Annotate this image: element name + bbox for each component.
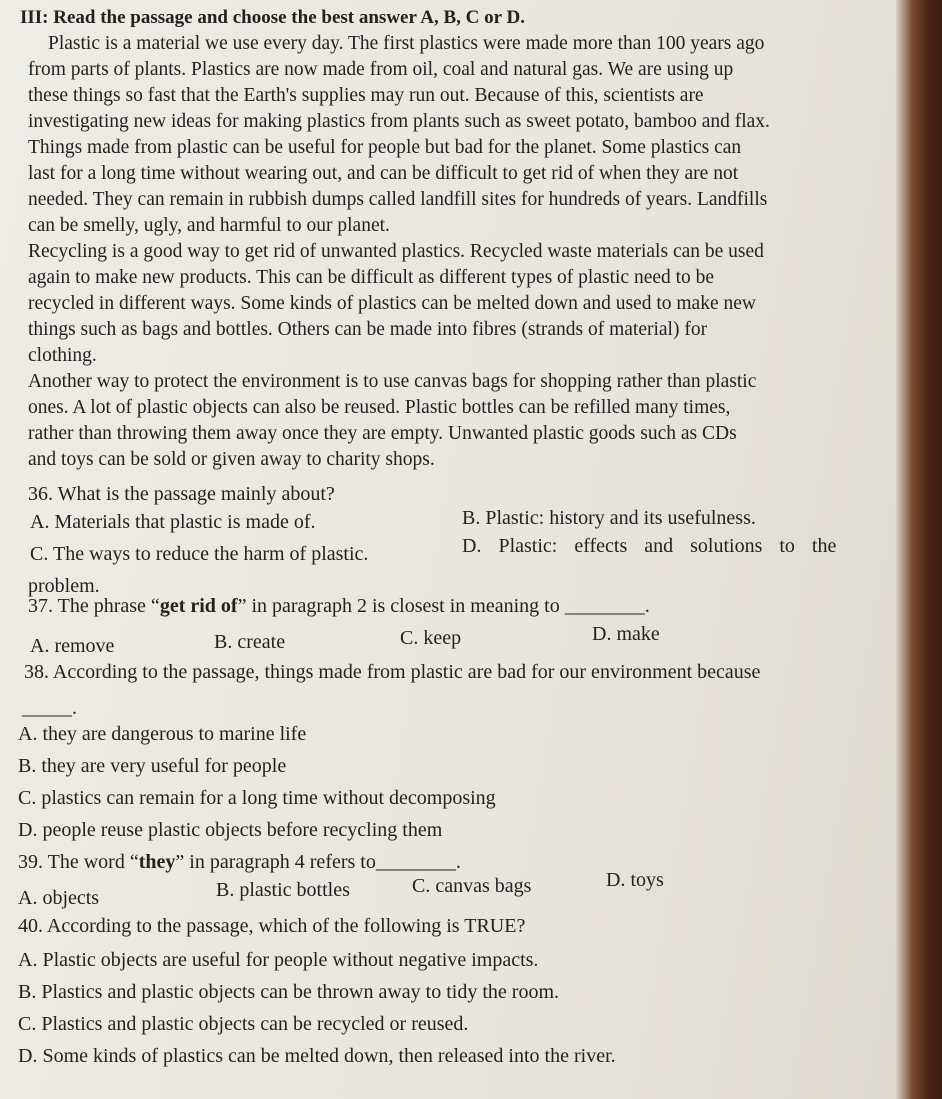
q38-option-d[interactable]: D. people reuse plastic objects before recycling them [18, 819, 443, 841]
q40-option-a[interactable]: A. Plastic objects are useful for people without negative impacts. [18, 949, 539, 971]
q37-option-a[interactable]: A. remove [30, 635, 115, 657]
passage-line: recycled in different ways. Some kinds of plastics can be melted down and used to make new [28, 293, 756, 314]
passage-line: Recycling is a good way to get rid of unwanted plastics. Recycled waste materials can be used [28, 241, 764, 262]
question-38-stem: 38. According to the passage, things made from plastic are bad for our environment because [24, 661, 761, 683]
passage-line: ones. A lot of plastic objects can also be reused. Plastic bottles can be refilled many times, [28, 397, 731, 418]
q36-option-a[interactable]: A. Materials that plastic is made of. [30, 511, 316, 533]
question-37-stem: 37. The phrase “get rid of” in paragraph 2 is closest in meaning to ________. [28, 595, 650, 617]
passage-line: and toys can be sold or given away to charity shops. [28, 449, 435, 470]
passage-line: clothing. [28, 345, 97, 366]
passage-line: last for a long time without wearing out, and can be difficult to get rid of when they are not [28, 163, 739, 184]
q36-option-d[interactable]: D. Plastic: effects and solutions to the [462, 535, 837, 557]
q36-option-d-continued: problem. [28, 575, 100, 597]
passage-line: Things made from plastic can be useful for people but bad for the planet. Some plastics can [28, 137, 742, 158]
q37-option-c[interactable]: C. keep [400, 627, 462, 649]
question-36-stem: 36. What is the passage mainly about? [28, 483, 335, 505]
q37-option-d[interactable]: D. make [592, 623, 660, 645]
question-39-stem: 39. The word “they” in paragraph 4 refers to________. [18, 851, 461, 873]
q39-option-a[interactable]: A. objects [18, 887, 100, 909]
q36-option-b[interactable]: B. Plastic: history and its usefulness. [462, 507, 756, 529]
passage-line: investigating new ideas for making plastics from plants such as sweet potato, bamboo and flax. [28, 111, 770, 132]
passage-line: from parts of plants. Plastics are now made from oil, coal and natural gas. We are using up [28, 59, 734, 80]
passage-line: things such as bags and bottles. Others can be made into fibres (strands of material) for [28, 319, 708, 340]
q39-option-b[interactable]: B. plastic bottles [216, 879, 350, 901]
passage-line: these things so fast that the Earth's supplies may run out. Because of this, scientists are [28, 85, 704, 106]
passage-line: needed. They can remain in rubbish dumps called landfill sites for hundreds of years. Landfills [28, 189, 768, 210]
desk-edge [896, 0, 942, 1099]
q37-option-b[interactable]: B. create [214, 631, 286, 653]
passage-line: can be smelly, ugly, and harmful to our planet. [28, 215, 390, 236]
q39-option-d[interactable]: D. toys [606, 869, 664, 891]
word-they: they [138, 851, 176, 873]
passage-line: Plastic is a material we use every day. The first plastics were made more than 100 years ago [48, 33, 765, 54]
passage-line: rather than throwing them away once they are empty. Unwanted plastic goods such as CDs [28, 423, 737, 444]
q38-blank: _____. [22, 697, 77, 719]
q38-option-c[interactable]: C. plastics can remain for a long time without decomposing [18, 787, 496, 809]
q40-option-d[interactable]: D. Some kinds of plastics can be melted down, then released into the river. [18, 1045, 616, 1067]
passage-line: Another way to protect the environment is to use canvas bags for shopping rather than plastic [28, 371, 757, 392]
passage-line: again to make new products. This can be difficult as different types of plastic need to be [28, 267, 715, 288]
q36-option-c[interactable]: C. The ways to reduce the harm of plastic. [30, 543, 369, 565]
phrase-get-rid-of: get rid of [159, 595, 238, 617]
q38-option-b[interactable]: B. they are very useful for people [18, 755, 287, 777]
q40-option-c[interactable]: C. Plastics and plastic objects can be recycled or reused. [18, 1013, 469, 1035]
question-40-stem: 40. According to the passage, which of the following is TRUE? [18, 915, 526, 937]
section-heading: III: Read the passage and choose the best answer A, B, C or D. [20, 7, 525, 28]
q39-option-c[interactable]: C. canvas bags [412, 875, 532, 897]
q38-option-a[interactable]: A. they are dangerous to marine life [18, 723, 307, 745]
q40-option-b[interactable]: B. Plastics and plastic objects can be thrown away to tidy the room. [18, 981, 559, 1003]
